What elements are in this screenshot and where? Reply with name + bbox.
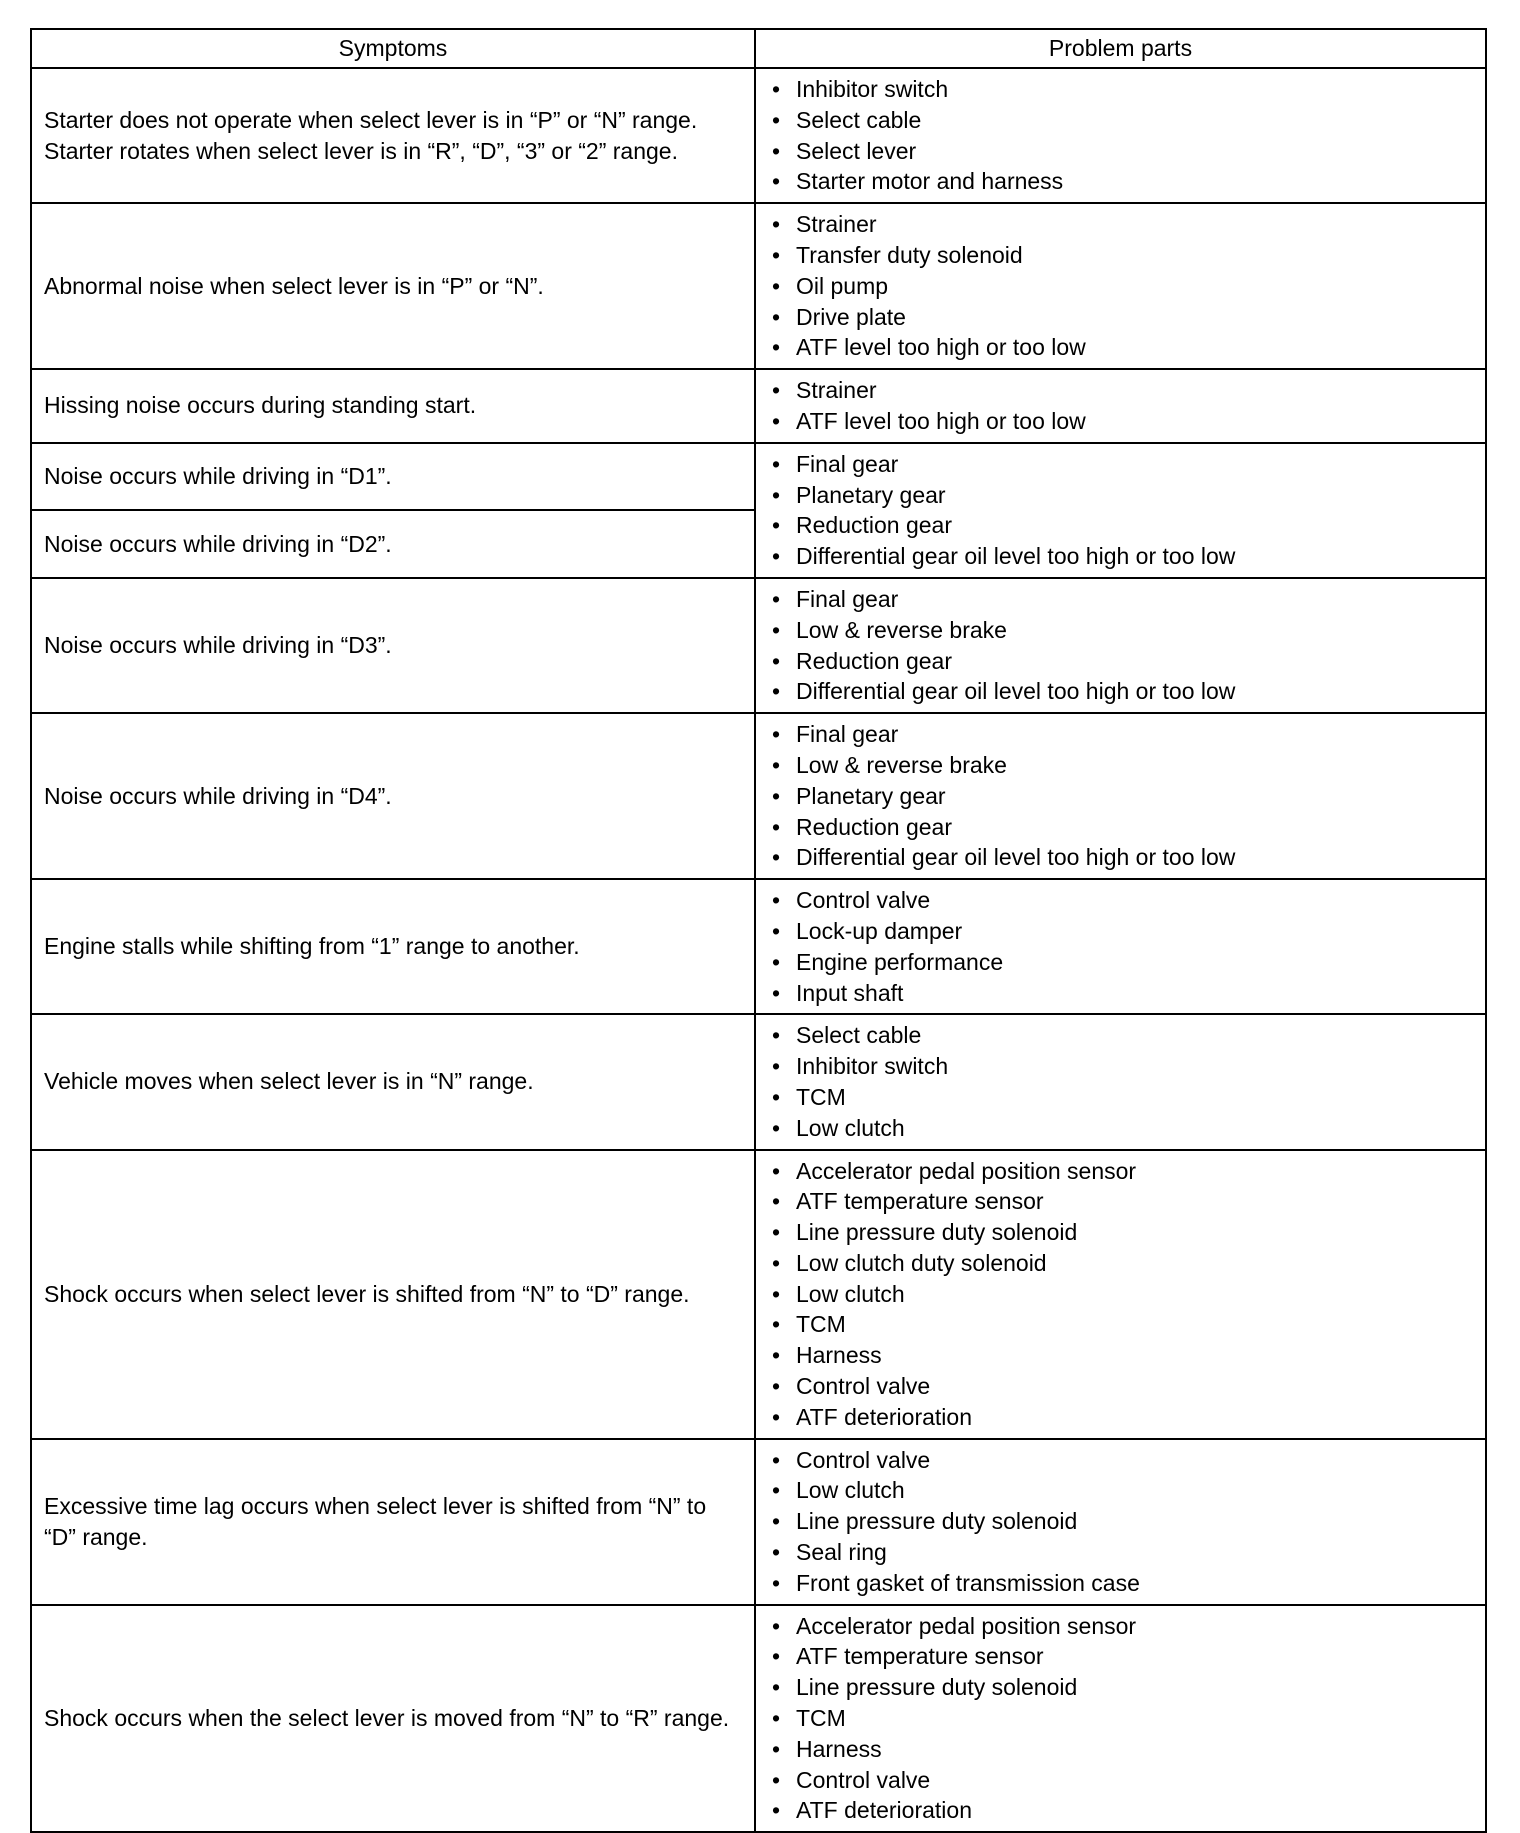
- problem-part-item: • Differential gear oil level too high or too low: [772, 541, 1475, 572]
- problem-parts-list: [772, 74, 1475, 197]
- table-row: [31, 443, 1486, 511]
- problem-part-item: • Harness: [772, 1340, 1475, 1371]
- table-row: [31, 1439, 1486, 1605]
- problem-parts-cell: [755, 1150, 1486, 1439]
- problem-part-item: • Low & reverse brake: [772, 750, 1475, 781]
- problem-part-item: • Final gear: [772, 449, 1475, 480]
- symptom-cell: Noise occurs while driving in “D3”.: [31, 578, 755, 713]
- problem-part-item: • ATF deterioration: [772, 1402, 1475, 1433]
- table-row: [31, 369, 1486, 443]
- symptoms-header: Symptoms: [31, 29, 755, 68]
- problem-parts-cell: [755, 203, 1486, 369]
- table-header-row: [31, 29, 1486, 68]
- problem-part-item: • Control valve: [772, 1445, 1475, 1476]
- problem-parts-list: [772, 584, 1475, 707]
- problem-part-item: • Planetary gear: [772, 781, 1475, 812]
- problem-part-item: • Seal ring: [772, 1537, 1475, 1568]
- problem-part-item: • Starter motor and harness: [772, 166, 1475, 197]
- problem-parts-list: [772, 449, 1475, 572]
- problem-part-item: • Low clutch: [772, 1279, 1475, 1310]
- symptom-cell: Engine stalls while shifting from “1” range to another.: [31, 879, 755, 1014]
- problem-parts-cell: [755, 879, 1486, 1014]
- problem-parts-cell: [755, 1439, 1486, 1605]
- problem-part-item: • Line pressure duty solenoid: [772, 1217, 1475, 1248]
- problem-part-item: • Drive plate: [772, 302, 1475, 333]
- problem-part-item: • Differential gear oil level too high or too low: [772, 842, 1475, 873]
- problem-part-item: • Final gear: [772, 584, 1475, 615]
- table-body: [31, 68, 1486, 1832]
- problem-part-item: • ATF temperature sensor: [772, 1641, 1475, 1672]
- problem-part-item: • Low clutch: [772, 1113, 1475, 1144]
- problem-part-item: • Low clutch: [772, 1475, 1475, 1506]
- problem-parts-list: [772, 1611, 1475, 1827]
- problem-parts-cell: [755, 1605, 1486, 1833]
- problem-part-item: • Line pressure duty solenoid: [772, 1672, 1475, 1703]
- problem-part-item: • Control valve: [772, 885, 1475, 916]
- problem-part-item: • Line pressure duty solenoid: [772, 1506, 1475, 1537]
- symptom-cell: Noise occurs while driving in “D2”.: [31, 510, 755, 578]
- table-row: [31, 1605, 1486, 1833]
- problem-part-item: • Harness: [772, 1734, 1475, 1765]
- problem-parts-list: [772, 1020, 1475, 1143]
- table-row: [31, 713, 1486, 879]
- problem-part-item: • TCM: [772, 1309, 1475, 1340]
- table-row: [31, 203, 1486, 369]
- problem-part-item: • Control valve: [772, 1765, 1475, 1796]
- problem-parts-cell: [755, 713, 1486, 879]
- problem-parts-cell: [755, 443, 1486, 578]
- table-row: [31, 1150, 1486, 1439]
- problem-part-item: • Differential gear oil level too high or too low: [772, 676, 1475, 707]
- problem-parts-list: [772, 1445, 1475, 1599]
- problem-parts-cell: [755, 578, 1486, 713]
- problem-parts-list: [772, 719, 1475, 873]
- table-row: [31, 68, 1486, 203]
- problem-parts-cell: [755, 369, 1486, 443]
- symptom-cell: Starter does not operate when select lever is in “P” or “N” range. Starter rotates when select lever is in “R”, “D”, “3” or “2” range.: [31, 68, 755, 203]
- symptom-cell: Shock occurs when the select lever is moved from “N” to “R” range.: [31, 1605, 755, 1833]
- problem-part-item: • Reduction gear: [772, 812, 1475, 843]
- problem-part-item: • Reduction gear: [772, 646, 1475, 677]
- troubleshooting-document: [30, 28, 1485, 1833]
- problem-parts-list: [772, 209, 1475, 363]
- problem-part-item: • TCM: [772, 1082, 1475, 1113]
- problem-part-item: • Accelerator pedal position sensor: [772, 1611, 1475, 1642]
- problem-part-item: • ATF deterioration: [772, 1795, 1475, 1826]
- problem-part-item: • Strainer: [772, 209, 1475, 240]
- table-row: [31, 879, 1486, 1014]
- symptom-cell: Shock occurs when select lever is shifted from “N” to “D” range.: [31, 1150, 755, 1439]
- problem-part-item: • Low & reverse brake: [772, 615, 1475, 646]
- problem-part-item: • Select cable: [772, 1020, 1475, 1051]
- problem-part-item: • ATF level too high or too low: [772, 406, 1475, 437]
- problem-part-item: • Select lever: [772, 136, 1475, 167]
- problem-parts-header: Problem parts: [755, 29, 1486, 68]
- problem-parts-cell: [755, 68, 1486, 203]
- symptom-cell: Noise occurs while driving in “D4”.: [31, 713, 755, 879]
- problem-parts-list: [772, 375, 1475, 437]
- problem-part-item: • Engine performance: [772, 947, 1475, 978]
- problem-part-item: • Input shaft: [772, 978, 1475, 1009]
- problem-part-item: • Final gear: [772, 719, 1475, 750]
- problem-part-item: • Strainer: [772, 375, 1475, 406]
- table-row: [31, 578, 1486, 713]
- problem-part-item: • Inhibitor switch: [772, 1051, 1475, 1082]
- problem-part-item: • Transfer duty solenoid: [772, 240, 1475, 271]
- problem-part-item: • Oil pump: [772, 271, 1475, 302]
- symptom-cell: Noise occurs while driving in “D1”.: [31, 443, 755, 511]
- problem-part-item: • ATF temperature sensor: [772, 1186, 1475, 1217]
- symptom-cell: Excessive time lag occurs when select lever is shifted from “N” to “D” range.: [31, 1439, 755, 1605]
- symptom-cell: Vehicle moves when select lever is in “N” range.: [31, 1014, 755, 1149]
- problem-part-item: • Accelerator pedal position sensor: [772, 1156, 1475, 1187]
- problem-part-item: • Select cable: [772, 105, 1475, 136]
- problem-part-item: • Low clutch duty solenoid: [772, 1248, 1475, 1279]
- problem-parts-list: [772, 1156, 1475, 1433]
- symptom-cell: Hissing noise occurs during standing start.: [31, 369, 755, 443]
- problem-part-item: • Inhibitor switch: [772, 74, 1475, 105]
- problem-part-item: • Reduction gear: [772, 510, 1475, 541]
- problem-part-item: • Planetary gear: [772, 480, 1475, 511]
- symptom-cell: Abnormal noise when select lever is in “P” or “N”.: [31, 203, 755, 369]
- problem-part-item: • Lock-up damper: [772, 916, 1475, 947]
- problem-part-item: • ATF level too high or too low: [772, 332, 1475, 363]
- problem-part-item: • Front gasket of transmission case: [772, 1568, 1475, 1599]
- problem-parts-list: [772, 885, 1475, 1008]
- problem-part-item: • TCM: [772, 1703, 1475, 1734]
- problem-parts-cell: [755, 1014, 1486, 1149]
- problem-part-item: • Control valve: [772, 1371, 1475, 1402]
- table-row: [31, 1014, 1486, 1149]
- symptoms-table: [30, 28, 1487, 1833]
